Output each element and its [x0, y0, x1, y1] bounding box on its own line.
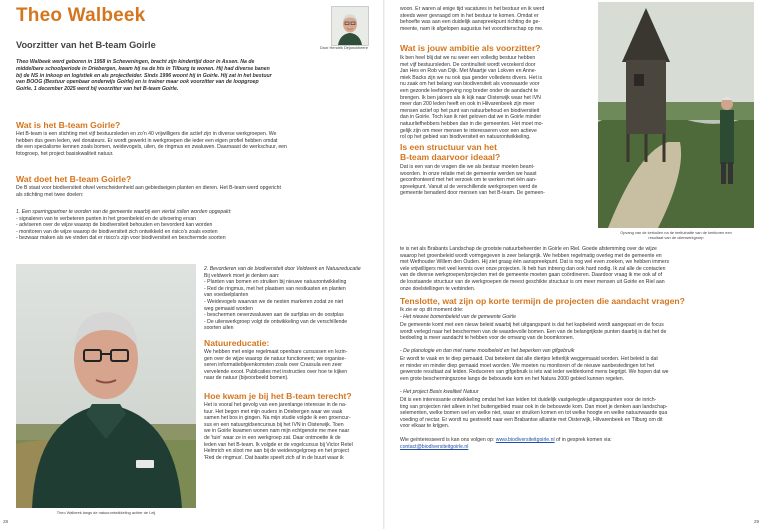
- continued-paragraph: [400, 6, 592, 32]
- list-item: Bij veldwerk moet je denken aan:: [204, 272, 280, 279]
- intro-line: Goirle. 1 december 2025 werd hij voorzitter van het B-team Goirle.: [16, 86, 179, 93]
- email-link[interactable]: contact@biodiversiteitgoirle.nl: [400, 443, 469, 450]
- text-line: Helmrich en sloot me aan bij de weidevogelgroep en het project: [204, 448, 349, 455]
- text-line: miek Backs zijn we nu ook qua gender volledens divers. Het is: [400, 74, 543, 81]
- intro-line: bij de NS in inkoop en logistiek en als projectleider. Sinds 1996 woont hij in Goirle. Hij zat in het bestuur: [16, 72, 272, 79]
- heading-line: Is een structuur van het: [400, 142, 497, 152]
- text-line: dan in Goirle. Toch kan ik niet geloven dat we in Goirle minder: [400, 114, 542, 121]
- heading-structuur: [400, 142, 592, 162]
- text-line: onze doelstellingen te verbinden.: [400, 285, 476, 292]
- goal-one-list: [16, 209, 372, 242]
- page-number-left: 28: [3, 519, 9, 524]
- text-line: naar de natuur (bijvoorbeeld bomen).: [204, 375, 289, 382]
- text-line: rol op het gebied van biodiversiteit en natuurontwikkeling.: [400, 134, 531, 141]
- text-line: Ik ben heel blij dat we nu weer een volledig bestuur hebben: [400, 55, 536, 61]
- closing-email-line: [400, 444, 756, 451]
- text-line: een gezonde leefomgeving nog breder onder de aandacht te: [400, 87, 539, 94]
- text-line: we in Goirle kwamen wonen nam mijn echtgenote me mee naar: [204, 428, 350, 435]
- list-item: - adviseren over de wijze waarop de biodiversiteit behouden en bevorderd kan worden: [16, 222, 213, 229]
- tenslotte-intro: [400, 307, 756, 320]
- intro-line: middelbare schoolperiode in Driebergen, kwam hij na de hts in Tilburg te wonen. Hij had diverse banen: [16, 65, 270, 72]
- text-line: We hebben met enige regelmaat openbare cursussen en lezin-: [204, 349, 348, 355]
- heading-hoe-kwam: Hoe kwam je bij het B-team terecht?: [204, 391, 352, 401]
- author-portrait: [331, 6, 369, 46]
- owl-hut-caption: [598, 231, 754, 240]
- structuur-paragraph-narrow: [400, 164, 592, 197]
- list-item: van voedselplanten: [204, 292, 249, 299]
- text-line: vervelende exoot. Publicaties met instructies over hoe te kijken: [204, 368, 348, 375]
- article-subtitle: Voorzitter van het B-team Goirle: [16, 40, 156, 50]
- list-item: weg gemaaid worden: [204, 305, 253, 312]
- page-number-right: 29: [754, 519, 760, 524]
- text-line: die een specialisme kennen zoals bomen, weidevogels, uilen, de ringmus en zwaluwen. Daarnaast de werkschuur, een: [16, 144, 287, 151]
- caption-line: resultaat van de uilenwerkgroep: [648, 234, 704, 240]
- heading-ambitie: Wat is jouw ambitie als voorzitter?: [400, 43, 541, 53]
- text-line: 'Red de ringmus'. Dat baatte speelt zich af in de buurt waar ik: [204, 454, 344, 461]
- planologie-paragraph: [400, 356, 756, 382]
- text-line: Jan Hes en Rob van Dijk. Met Maartje van Lokven en Anne-: [400, 68, 537, 75]
- list-item: - beschermen oeverzwaluwen aan de surfplas en de oostplas: [204, 312, 344, 319]
- photo-caption: Theo Walbeek langs de natuurontwikkeling achter de Leij: [56, 510, 156, 515]
- text-line: leden van het B-team. Ik volgde er de vogelcursus bij Victor Retel: [204, 441, 353, 448]
- goal-two-list: [204, 266, 374, 332]
- planologie-title: - De planologie en dan met name mooibeleid en het beperken van gifgebruik: [400, 348, 575, 354]
- text-line: natuurliefhebbers hebben dan in die gemeenten. Het moet mo-: [400, 120, 544, 127]
- text-line: gen over de wijze waarop de natuur functioneert; we organise-: [204, 355, 347, 362]
- list-item: - De uilenwerkgroep volgt de ontwikkeling van de verschillende: [204, 318, 348, 325]
- wat-is-paragraph: [16, 131, 372, 157]
- heading-line: B-team daarvoor ideaal?: [400, 152, 501, 162]
- basis-kwaliteit-paragraph: [400, 397, 756, 430]
- hoe-kwam-paragraph: [204, 402, 374, 461]
- structuur-paragraph-wide: [400, 246, 756, 292]
- text-line: De gemeente komt met een nieuw beleid waarbij het uitgangspunt is dat het kapbeleid wordt aangepast en de focus: [400, 322, 664, 328]
- text-line: brengen. Ik ben jaloers als ik kijk naar Oisterwijk waar het IVN: [400, 94, 541, 101]
- closing-mid: of in gesprek komen via:: [554, 437, 612, 443]
- text-line: tuur. Het begon met mijn ouders in Driebergen waar we vaak: [204, 408, 343, 415]
- heading-wat-doet: Wat doet het B-team Goirle?: [16, 174, 132, 184]
- website-link[interactable]: www.biodiversiteitgoirle.nl: [495, 437, 555, 443]
- text-line: meer dan 200 leden heeft en ook in Hilvarenbeek zijn meer: [400, 101, 535, 108]
- list-item: soorten uilen: [204, 325, 234, 332]
- text-line: de losstaande structuur van de werkgroepen de meest geschikte structuur is om meer mensen uit Goirle en Riel aan: [400, 278, 665, 285]
- portrait-image: [332, 7, 368, 45]
- caption-line: Opvang van de kerkuilen na de teeltuinafte van de kerktoren een: [620, 230, 732, 235]
- heading-natuureducatie: Natuureducatie:: [204, 338, 270, 348]
- text-line: seren informatiebijeenkomsten zoals over Crassula een zeer: [204, 362, 343, 369]
- text-line: sus en een natuurgidsencursus bij het IVN in Oisterwijk. Toen: [204, 421, 344, 428]
- text-line: waarop het groenbeleid wordt vormgegeven is zeer belangrijk. We hebben regelmatig overleg met de gemeente en: [400, 252, 662, 259]
- heading-wat-is: Wat is het B-team Goirle?: [16, 120, 121, 130]
- intro-line: Theo Walbeek werd geboren in 1958 in Scheveningen, bracht zijn kindertijd door in Assen. Na de: [16, 59, 255, 65]
- text-line: spreekpunt. Vanuit al de verschillende werkgroepen werd de: [400, 183, 538, 190]
- text-line: te is net als Brabants Landschap de grootste natuurbeheerder in Goirle en Riel. Goede afstemming over de wijze: [400, 246, 657, 252]
- basis-kwaliteit-title: - Het project Basis kwaliteit Natuur: [400, 389, 479, 395]
- list-item: - bezwaar maken als we vinden dat er risico's zijn voor biodiversiteit en beschermde soorten: [16, 235, 226, 242]
- list-item: - signaleren van te verbeteren punten in het groenbeleid en de uitvoering ervan: [16, 215, 197, 222]
- text-line: met vijf bestuursleden. De continuïteit wordt verzekerd door: [400, 61, 536, 68]
- text-line: woon. Er waren al enige tijd vacatures in het bestuur en ik werd: [400, 6, 545, 12]
- text-line: gemeente benaderd door mensen van het B-team. De gemeen-: [400, 190, 545, 197]
- article-title: Theo Walbeek: [16, 5, 146, 26]
- text-line: geconfronteerd met het verzoek om te werken met één aan-: [400, 177, 537, 184]
- goal-two-title: 2. Bevorderen van de biodiversiteit door Veldwerk en Natuureducatie: [204, 266, 361, 272]
- text-line: voeding of nectar. Er wordt nu gestreefd naar een Brabantse alliantie met Oisterwijk, Hilvarenbeek en Tilburg om dit: [400, 416, 663, 423]
- right-page: [384, 0, 768, 529]
- portrait-credit: Door Hendrik Dejonckheere: [319, 45, 368, 50]
- text-line: voor elkaar te krijgen.: [400, 423, 450, 430]
- text-line: de 'tuin' waar ze in een werkgroep zat. Daar ontmoette ik de: [204, 434, 341, 441]
- text-line: behoefte was aan een duidelijk aanspreekpunt richting de ge-: [400, 19, 541, 26]
- text-line: Dat is een van de vragen die we als bestuur moeten beant-: [400, 164, 535, 170]
- text-line: vele vrijwilligers met veel kennis over onze projecten. Ik heb hun inbreng dan ook hard nodig. Ik zal alle de contacten: [400, 265, 666, 272]
- text-line: met Wethouder Willem den Ouden. Hij ziet graag één aanspreekpunt. Dat is nog wel even zoeken, we hebben immers: [400, 259, 670, 266]
- text-line: samen het bos in gingen. Na mijn studie volgde ik een groencur-: [204, 415, 351, 422]
- text-line: Ik zie er op dit moment drie:: [400, 307, 464, 313]
- text-line: als stichting met twee doelen:: [16, 191, 84, 198]
- text-line: steeds weer gevraagd om in het bestuur te komen. Omdat er: [400, 12, 539, 19]
- ambitie-paragraph: [400, 55, 592, 141]
- list-item: - monitoren van de wijze waarop de biodiversiteit zich ontwikkeld en risico's zoals exoten: [16, 228, 218, 235]
- owl-hut-photo: [598, 2, 754, 228]
- goal-one-title: 1. Een sparringpartner te worden van de gemeente waarbij een viertal rollen worden opgepakt:: [16, 209, 232, 215]
- list-item: - Weidevogels waarvan we de nesten markeren zodat ze niet: [204, 298, 344, 305]
- intro-line: van BOOG (Bestuur openbaar onderwijs Goirle) en is trainer maar ook voorzitter van de loopgroep: [16, 79, 259, 86]
- text-line: ting van projecten niet alleen in het buitengebied maar ook in de bebouwde kom. Dan moet je denken aan landschap-: [400, 403, 668, 410]
- text-line: meente, nam ik afgelopen augustus het voorzitterschap op me.: [400, 25, 544, 32]
- closing-paragraph: [400, 437, 756, 450]
- text-line: Het is vooral het gevolg van een jarenlange interesse in de na-: [204, 402, 347, 408]
- text-line: Er wordt te vaak en te diep gemaaid. Dat betekent dat alle diertjes letterlijk weggemaaid worden. Het beleid is dat: [400, 356, 658, 362]
- text-line: gelijk zijn om meer mensen te interesseren voor een actieve: [400, 127, 537, 134]
- owl-hut-image: [598, 2, 754, 228]
- intro-paragraph: [16, 59, 372, 93]
- text-line: een grote beschermingszone langs de bebouwde kom en het Natura 2000 gebied kunnen regelen.: [400, 375, 625, 382]
- bomenbeleid-paragraph: [400, 322, 756, 342]
- text-line: mensen actief op het punt van natuurbehoud en biodiversiteit: [400, 107, 540, 114]
- wat-doet-paragraph: [16, 185, 372, 198]
- closing-line: [400, 437, 756, 444]
- text-line: er minder en minder diep gemaaid moet worden. We moeten nu monitoren of de nieuwe aanbestedingen tot het: [400, 362, 655, 369]
- text-line: wordt verlegd naar het beschermen van de waardevolle bomen. Een van de belangrijkste punten daarbij is dat het de: [400, 328, 667, 335]
- text-line: van de diverse werkgroepen/projecten met de gemeente moeten gaan coördineren. Daardoor vraag ik me ook af of: [400, 272, 663, 279]
- text-line: Het B-team is een stichting met vijf bestuursleden en zo'n 40 vrijwilligers die actief zijn in diverse werkgroepen. We: [16, 131, 277, 137]
- text-line: De B staat voor biodiversiteit ofwel verscheidenheid aan gebiedseigen planten en dieren. Het B-team werd opgericht: [16, 185, 281, 191]
- text-line: Dit is een interessante ontwikkeling omdat het kan leiden tot duidelijk vastgelegde uitgangspunten voor de inrich-: [400, 397, 657, 403]
- theo-photo: [16, 264, 196, 508]
- text-line: hebben dus geen leden, wel donateurs. Er wordt gewerkt in werkgroepen die ieder een eigen profiel hebben omdat: [16, 137, 278, 144]
- closing-prefix: Wie geïnteresseerd is kan ons volgen op:: [400, 437, 496, 443]
- photo-image: [16, 264, 196, 508]
- list-item: - Red de ringmus, met het plaatsen van nestkasten en planten: [204, 285, 346, 292]
- text-line: selementen, welke bomen wel en welke niet, waar er struiken komen en tot welke hoogte en welke natuurwaarde qua: [400, 410, 668, 417]
- text-line: woorden. In onze relatie met de gemeente werden we haast: [400, 170, 537, 177]
- list-item: - Planten van bomen en struiken bij nieuwe natuurontwikkeling: [204, 279, 347, 286]
- natuureducatie-paragraph: [204, 349, 374, 382]
- heading-tenslotte: Tenslotte, wat zijn op korte termijn de projecten die aandacht vragen?: [400, 296, 685, 306]
- text-line: gewenste resultaat zal leiden. Reduceren van gifgebruik is iets wat ieder weldenkend mens begrijpt. We hopen dat we: [400, 369, 669, 376]
- text-line: bedoeling is meer aandacht te hebben voor de omvang van de boomkronen.: [400, 335, 575, 342]
- text-line: nu zaak om het belang van biodiversiteit als voorwaarde voor: [400, 81, 540, 88]
- text-line: fotogroep, het project basiskwaliteit natuur.: [16, 150, 114, 157]
- project-title: - Het nieuwe bomenbeleid van de gemeente Goirle: [400, 313, 517, 320]
